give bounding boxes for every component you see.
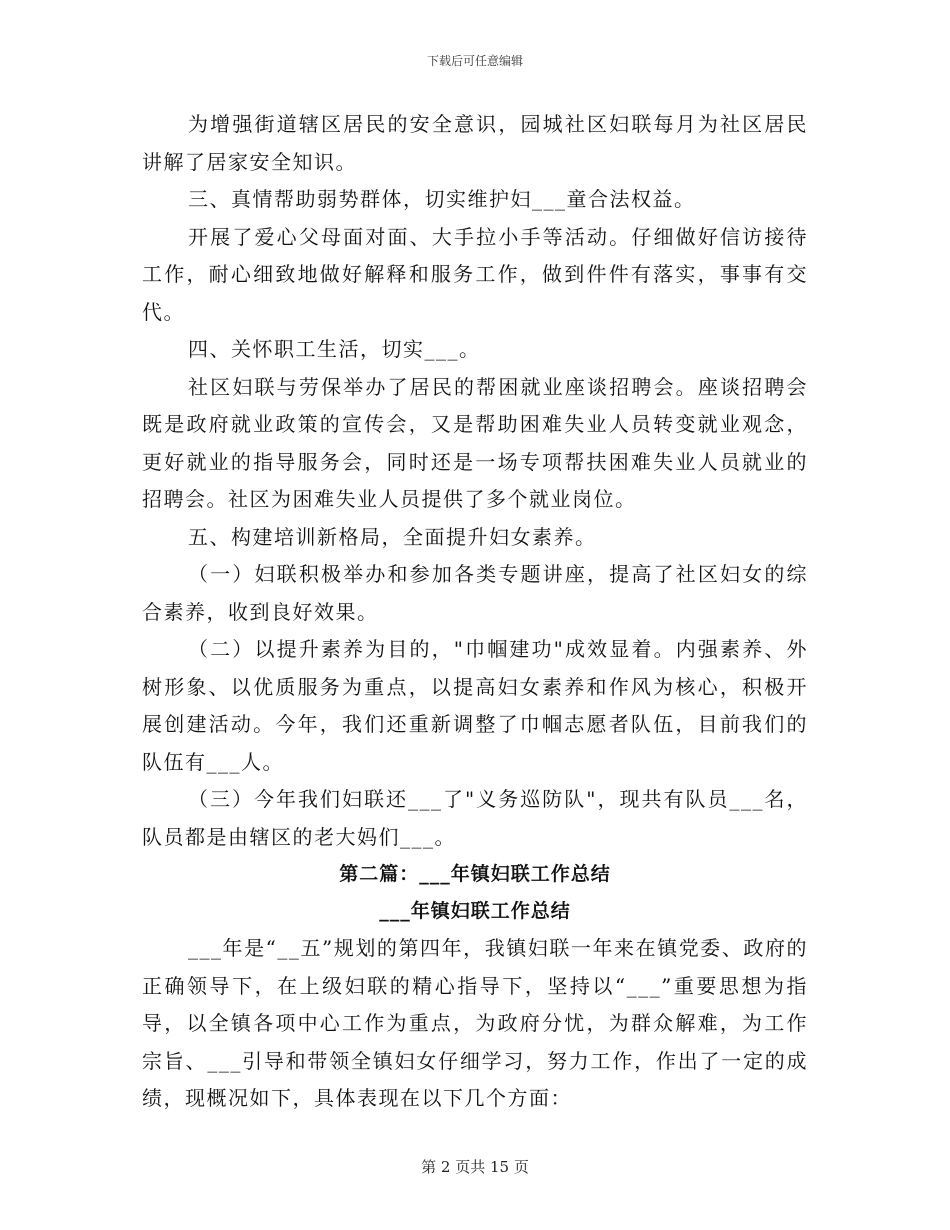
paragraph-volunteers: （二）以提升素养为目的，"巾帼建功"成效显着。内强素养、外树形象、以优质服务为重点，以提高妇女素养和作风为核心，积极开展创建活动。今年，我们还重新调整了巾帼志愿者队伍，目前我们的队伍有___人。 (142, 637, 808, 774)
paragraph-safety: 为增强街道辖区居民的安全意识，园城社区妇联每月为社区居民讲解了居家安全知识。 (142, 112, 808, 174)
paragraph-lectures: （一）妇联积极举办和参加各类专题讲座，提高了社区妇女的综合素养，收到良好效果。 (142, 562, 808, 624)
section-subtitle: ___年镇妇联工作总结 (379, 900, 571, 922)
heading-section-4: 四、关怀职工生活，切实___。 (188, 337, 481, 361)
heading-section-5: 五、构建培训新格局，全面提升妇女素养。 (188, 524, 597, 549)
paragraph-summary-intro: ___年是“__五”规划的第四年，我镇妇联一年来在镇党委、政府的正确领导下，在上级妇联的精心指导下，坚持以“___”重要思想为指导，以全镇各项中心工作为重点，为政府分忧，为群众解难，为工作宗旨、___引导和带领全镇妇女仔细学习，努力工作，作出了一定的成绩，现概况如下，具体表现在以下几个方面： (142, 936, 808, 1110)
paragraph-patrol: （三）今年我们妇联还___了"义务巡防队"，现共有队员___名，队员都是由辖区的老大妈们___。 (142, 787, 808, 849)
document-body (142, 106, 808, 1118)
page-number: 第 2 页共 15 页 (421, 1158, 529, 1176)
heading-section-3: 三、真情帮助弱势群体，切实维护妇___童合法权益。 (188, 187, 696, 211)
section-title: 第二篇：___年镇妇联工作总结 (339, 863, 611, 885)
paragraph-employment: 社区妇联与劳保举办了居民的帮困就业座谈招聘会。座谈招聘会既是政府就业政策的宣传会，又是帮助困难失业人员转变就业观念，更好就业的指导服务会，同时还是一场专项帮扶困难失业人员就业的招聘会。社区为困难失业人员提供了多个就业岗位。 (142, 374, 808, 511)
page-header-note: 下载后可任意编辑 (426, 54, 523, 68)
paragraph-activities: 开展了爱心父母面对面、大手拉小手等活动。仔细做好信访接待工作，耐心细致地做好解释和服务工作，做到件件有落实，事事有交代。 (142, 224, 808, 324)
